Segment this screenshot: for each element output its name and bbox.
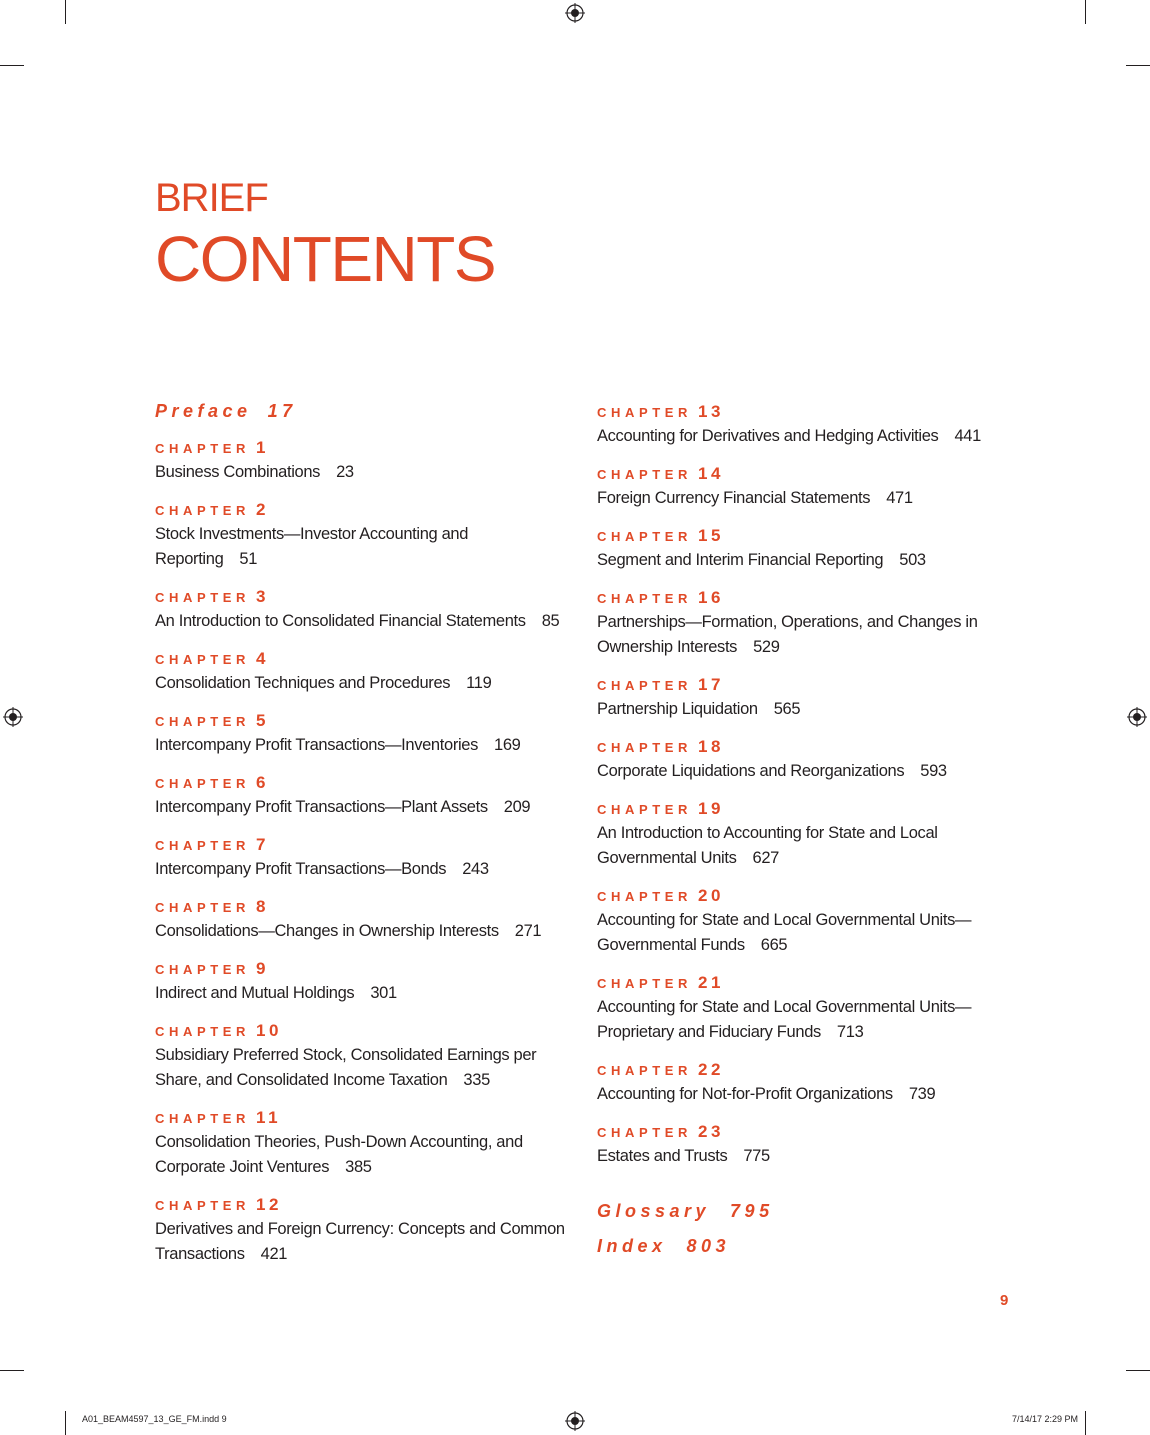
toc-right-column: [597, 399, 1017, 1258]
chapter-title-text: Governmental Funds: [597, 936, 745, 954]
chapter-entry: [155, 1018, 575, 1093]
chapter-title-line: [155, 522, 575, 547]
registration-target-icon: [1127, 707, 1147, 727]
chapter-title-text: Partnerships—Formation, Operations, and Changes in: [597, 613, 978, 631]
chapter-page-number: 529: [753, 638, 780, 656]
chapter-title-text: Share, and Consolidated Income Taxation: [155, 1071, 448, 1089]
chapter-title-line: [597, 995, 1017, 1020]
chapter-label: [597, 796, 1017, 821]
chapter-number: 22: [698, 1060, 724, 1079]
chapter-title-line: [597, 1020, 1017, 1045]
chapter-number: 1: [256, 438, 270, 457]
chapter-title-text: An Introduction to Accounting for State and Local: [597, 824, 938, 842]
crop-mark: [1085, 0, 1086, 24]
chapter-page-number: 627: [752, 849, 779, 867]
chapter-title-line: [155, 1130, 575, 1155]
chapter-label: [597, 970, 1017, 995]
chapter-entry: [155, 1192, 575, 1267]
chapter-entry: [155, 646, 575, 696]
chapter-title-text: Subsidiary Preferred Stock, Consolidated Earnings per: [155, 1046, 537, 1064]
chapter-entry: [155, 832, 575, 882]
preface-page: 17: [267, 401, 297, 421]
registration-target-icon: [565, 1411, 585, 1431]
chapter-page-number: 119: [466, 674, 492, 692]
chapter-number: 17: [698, 675, 724, 694]
chapter-label: [597, 585, 1017, 610]
chapter-label: [155, 770, 575, 795]
chapter-word: CHAPTER: [155, 652, 251, 667]
chapter-title-line: [155, 981, 575, 1006]
chapter-label: [155, 1105, 575, 1130]
chapter-title-line: [597, 933, 1017, 958]
glossary-page: 795: [730, 1201, 774, 1221]
chapter-title-text: Business Combinations: [155, 463, 321, 481]
chapter-entry: [155, 435, 575, 485]
index-entry: [597, 1234, 1017, 1258]
chapter-label: [155, 1018, 575, 1043]
chapter-title-line: [155, 460, 575, 485]
chapter-label: [155, 708, 575, 733]
chapter-title-text: Intercompany Profit Transactions—Inventories: [155, 736, 479, 754]
chapter-number: 4: [256, 649, 270, 668]
title-contents: CONTENTS: [155, 223, 495, 295]
chapter-title-line: [155, 733, 575, 758]
chapter-title-text: Partnership Liquidation: [597, 700, 758, 718]
chapter-entry: [597, 523, 1017, 573]
toc-left-column: [155, 399, 575, 1267]
right-chapter-list: [597, 399, 1017, 1169]
chapter-page-number: 503: [899, 551, 926, 569]
chapter-label: [597, 734, 1017, 759]
chapter-title-text: Corporate Liquidations and Reorganizations: [597, 762, 905, 780]
chapter-title-line: [155, 857, 575, 882]
chapter-title-text: Estates and Trusts: [597, 1147, 728, 1165]
chapter-label: [155, 894, 575, 919]
chapter-entry: [597, 970, 1017, 1045]
chapter-label: [155, 584, 575, 609]
title-brief: BRIEF: [155, 176, 268, 220]
chapter-title-text: Transactions: [155, 1245, 245, 1263]
chapter-word: CHAPTER: [597, 976, 693, 991]
chapter-entry: [155, 956, 575, 1006]
chapter-word: CHAPTER: [155, 838, 251, 853]
chapter-title-text: Accounting for State and Local Governmental Units—: [597, 911, 972, 929]
chapter-page-number: 441: [954, 427, 981, 445]
chapter-title-line: [597, 697, 1017, 722]
chapter-number: 13: [698, 402, 724, 421]
chapter-label: [597, 883, 1017, 908]
chapter-number: 7: [256, 835, 270, 854]
chapter-page-number: 271: [514, 922, 542, 940]
chapter-title-text: Governmental Units: [597, 849, 737, 867]
index-label: Index: [597, 1236, 667, 1256]
chapter-entry: [155, 584, 575, 634]
chapter-word: CHAPTER: [155, 1198, 251, 1213]
chapter-title-text: Consolidation Theories, Push-Down Accounting, and: [155, 1133, 523, 1151]
glossary-entry: [597, 1199, 1017, 1223]
chapter-title-text: Accounting for Not-for-Profit Organizations: [597, 1085, 893, 1103]
registration-target-icon: [3, 707, 23, 727]
chapter-number: 20: [698, 886, 724, 905]
chapter-title-text: An Introduction to Consolidated Financial Statements: [155, 612, 526, 630]
registration-target-icon: [565, 3, 585, 23]
chapter-label: [597, 523, 1017, 548]
chapter-page-number: 471: [886, 489, 913, 507]
glossary-label: Glossary: [597, 1201, 711, 1221]
chapter-entry: [597, 734, 1017, 784]
chapter-page-number: 169: [494, 736, 521, 754]
chapter-title-line: [597, 759, 1017, 784]
chapter-word: CHAPTER: [155, 441, 251, 456]
slug-filename: A01_BEAM4597_13_GE_FM.indd 9: [82, 1414, 227, 1424]
chapter-title-line: [155, 671, 575, 696]
chapter-entry: [155, 770, 575, 820]
crop-mark: [1126, 1370, 1150, 1371]
chapter-title-text: Derivatives and Foreign Currency: Concepts and Common: [155, 1220, 565, 1238]
chapter-page-number: 421: [260, 1245, 288, 1263]
chapter-word: CHAPTER: [155, 1024, 251, 1039]
chapter-title-text: Accounting for State and Local Governmental Units—: [597, 998, 972, 1016]
chapter-label: [597, 399, 1017, 424]
crop-mark: [1126, 65, 1150, 66]
chapter-page-number: 665: [760, 936, 788, 954]
chapter-page-number: 335: [463, 1071, 490, 1089]
chapter-title-line: [597, 486, 1017, 511]
chapter-number: 12: [256, 1195, 282, 1214]
chapter-title-line: [597, 908, 1017, 933]
chapter-entry: [155, 894, 575, 944]
chapter-entry: [597, 585, 1017, 660]
back-matter: [597, 1199, 1017, 1258]
chapter-title-line: [155, 1068, 575, 1093]
chapter-word: CHAPTER: [597, 467, 693, 482]
chapter-title-text: Proprietary and Fiduciary Funds: [597, 1023, 821, 1041]
chapter-number: 16: [698, 588, 724, 607]
chapter-word: CHAPTER: [155, 962, 251, 977]
chapter-page-number: 243: [462, 860, 489, 878]
chapter-entry: [597, 796, 1017, 871]
chapter-word: CHAPTER: [597, 740, 693, 755]
slug-datetime: 7/14/17 2:29 PM: [1011, 1414, 1078, 1424]
chapter-page-number: 209: [503, 798, 531, 816]
chapter-label: [597, 1119, 1017, 1144]
chapter-entry: [597, 883, 1017, 958]
chapter-number: 23: [698, 1122, 724, 1141]
chapter-page-number: 23: [336, 463, 354, 481]
chapter-title-line: [597, 424, 1017, 449]
chapter-word: CHAPTER: [597, 889, 693, 904]
chapter-word: CHAPTER: [597, 529, 693, 544]
chapter-number: 2: [256, 500, 270, 519]
chapter-title-text: Reporting: [155, 550, 224, 568]
chapter-title-line: [155, 795, 575, 820]
chapter-title-line: [597, 821, 1017, 846]
chapter-title-text: Stock Investments—Investor Accounting and: [155, 525, 469, 543]
chapter-word: CHAPTER: [597, 1125, 693, 1140]
chapter-entry: [155, 1105, 575, 1180]
chapter-number: 11: [256, 1108, 282, 1127]
chapter-title-line: [155, 1242, 575, 1267]
chapter-label: [155, 497, 575, 522]
chapter-page-number: 739: [908, 1085, 936, 1103]
chapter-number: 15: [698, 526, 724, 545]
crop-mark: [0, 65, 24, 66]
chapter-page-number: 301: [370, 984, 397, 1002]
chapter-title-line: [597, 1144, 1017, 1169]
chapter-word: CHAPTER: [155, 714, 251, 729]
page-number: 9: [1000, 1292, 1009, 1309]
chapter-number: 6: [256, 773, 270, 792]
chapter-entry: [597, 1057, 1017, 1107]
chapter-label: [597, 461, 1017, 486]
chapter-page-number: 565: [773, 700, 801, 718]
crop-mark: [65, 0, 66, 24]
chapter-label: [597, 1057, 1017, 1082]
chapter-label: [155, 832, 575, 857]
chapter-entry: [597, 672, 1017, 722]
chapter-title-line: [597, 548, 1017, 573]
chapter-title-line: [155, 919, 575, 944]
chapter-title-text: Intercompany Profit Transactions—Plant Assets: [155, 798, 488, 816]
chapter-word: CHAPTER: [155, 503, 251, 518]
chapter-number: 9: [256, 959, 270, 978]
preface-label: Preface: [155, 401, 252, 421]
chapter-number: 21: [698, 973, 724, 992]
chapter-page-number: 51: [239, 550, 258, 568]
chapter-page-number: 85: [541, 612, 560, 630]
chapter-word: CHAPTER: [155, 900, 251, 915]
chapter-word: CHAPTER: [597, 591, 693, 606]
chapter-title-text: Consolidations—Changes in Ownership Interests: [155, 922, 499, 940]
chapter-title-text: Corporate Joint Ventures: [155, 1158, 330, 1176]
crop-mark: [1085, 1411, 1086, 1435]
chapter-title-text: Intercompany Profit Transactions—Bonds: [155, 860, 447, 878]
chapter-page-number: 385: [345, 1158, 372, 1176]
chapter-title-text: Foreign Currency Financial Statements: [597, 489, 871, 507]
chapter-entry: [155, 708, 575, 758]
chapter-title-line: [597, 635, 1017, 660]
chapter-title-line: [597, 610, 1017, 635]
chapter-word: CHAPTER: [597, 802, 693, 817]
chapter-title-line: [597, 1082, 1017, 1107]
chapter-entry: [597, 1119, 1017, 1169]
chapter-word: CHAPTER: [597, 1063, 693, 1078]
chapter-label: [155, 956, 575, 981]
chapter-number: 10: [256, 1021, 282, 1040]
chapter-title-text: Segment and Interim Financial Reporting: [597, 551, 884, 569]
chapter-number: 5: [256, 711, 270, 730]
chapter-number: 19: [698, 799, 724, 818]
crop-mark: [0, 1370, 24, 1371]
chapter-label: [155, 646, 575, 671]
left-chapter-list: [155, 435, 575, 1267]
chapter-word: CHAPTER: [155, 590, 251, 605]
chapter-title-line: [155, 609, 575, 634]
chapter-number: 3: [256, 587, 270, 606]
chapter-page-number: 775: [743, 1147, 770, 1165]
chapter-number: 14: [698, 464, 724, 483]
crop-mark: [65, 1411, 66, 1435]
chapter-title-text: Ownership Interests: [597, 638, 738, 656]
preface-entry: [155, 399, 575, 423]
chapter-word: CHAPTER: [155, 1111, 251, 1126]
chapter-title-line: [155, 1155, 575, 1180]
chapter-title-text: Accounting for Derivatives and Hedging Activities: [597, 427, 939, 445]
chapter-label: [155, 1192, 575, 1217]
chapter-entry: [597, 461, 1017, 511]
chapter-title-text: Consolidation Techniques and Procedures: [155, 674, 451, 692]
chapter-title-line: [155, 1043, 575, 1068]
chapter-word: CHAPTER: [597, 405, 693, 420]
chapter-word: CHAPTER: [597, 678, 693, 693]
chapter-title-line: [155, 547, 575, 572]
chapter-number: 18: [698, 737, 724, 756]
chapter-entry: [597, 399, 1017, 449]
chapter-title-text: Indirect and Mutual Holdings: [155, 984, 355, 1002]
chapter-entry: [155, 497, 575, 572]
chapter-word: CHAPTER: [155, 776, 251, 791]
chapter-page-number: 593: [920, 762, 947, 780]
chapter-label: [597, 672, 1017, 697]
chapter-title-line: [155, 1217, 575, 1242]
chapter-title-line: [597, 846, 1017, 871]
index-page: 803: [686, 1236, 731, 1256]
chapter-number: 8: [256, 897, 270, 916]
chapter-page-number: 713: [836, 1023, 864, 1041]
chapter-label: [155, 435, 575, 460]
